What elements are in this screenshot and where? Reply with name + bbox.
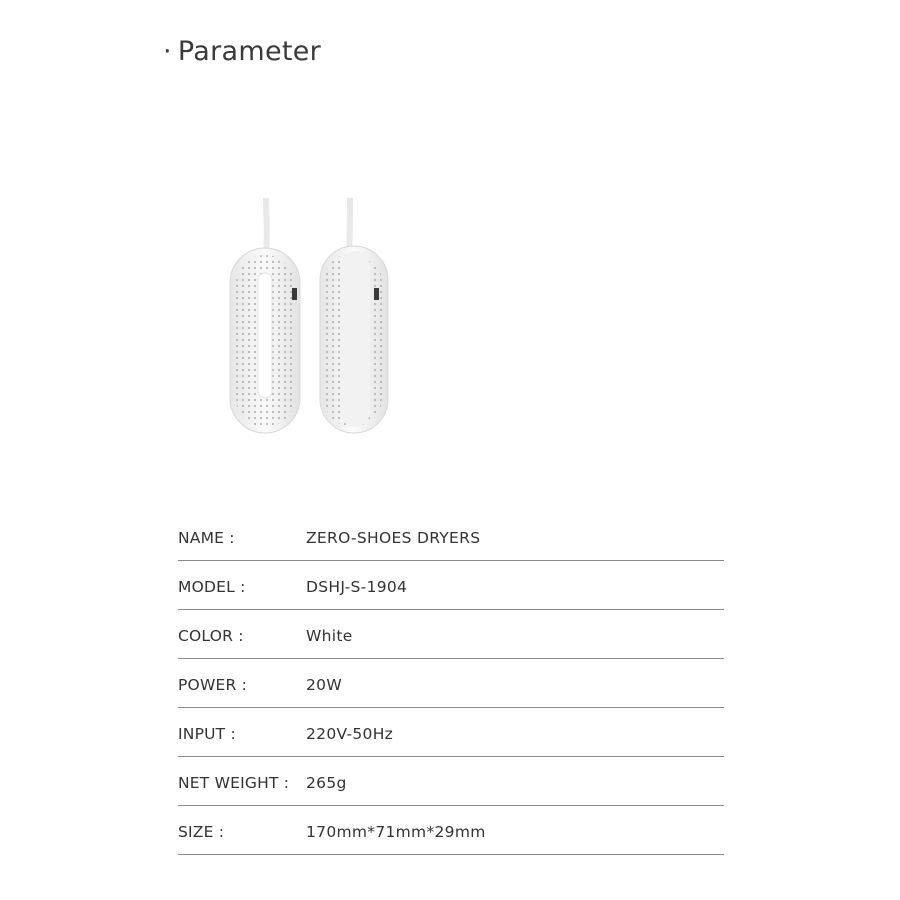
spec-value: 220V-50Hz <box>306 725 394 743</box>
spec-value: DSHJ-S-1904 <box>306 578 408 596</box>
spec-row-input <box>178 708 724 757</box>
left-cord <box>266 198 267 253</box>
spec-label: POWER : <box>178 676 247 694</box>
spec-row-model <box>178 561 724 610</box>
shoe-dryer-image <box>222 193 412 443</box>
spec-value: 265g <box>306 774 347 792</box>
spec-row-name <box>178 512 724 561</box>
spec-row-net-weight <box>178 757 724 806</box>
spec-label: MODEL : <box>178 578 246 596</box>
parameter-table <box>178 512 724 855</box>
spec-row-color <box>178 610 724 659</box>
right-cord <box>349 198 350 251</box>
page-title <box>163 36 321 67</box>
spec-row-power <box>178 659 724 708</box>
spec-label: SIZE : <box>178 823 225 841</box>
spec-label: NAME : <box>178 529 235 547</box>
title-text: Parameter <box>177 36 322 67</box>
spec-label: NET WEIGHT : <box>178 774 290 792</box>
spec-label: INPUT : <box>178 725 236 743</box>
spec-value: 170mm*71mm*29mm <box>306 823 486 841</box>
spec-row-size <box>178 806 724 855</box>
right-dryer-unit <box>320 246 388 433</box>
title-bullet: · <box>163 36 172 67</box>
spec-label: COLOR : <box>178 627 244 645</box>
spec-value: 20W <box>306 676 342 694</box>
spec-value: White <box>306 627 353 645</box>
left-dryer-unit <box>230 248 300 433</box>
spec-value: ZERO-SHOES DRYERS <box>306 529 481 547</box>
